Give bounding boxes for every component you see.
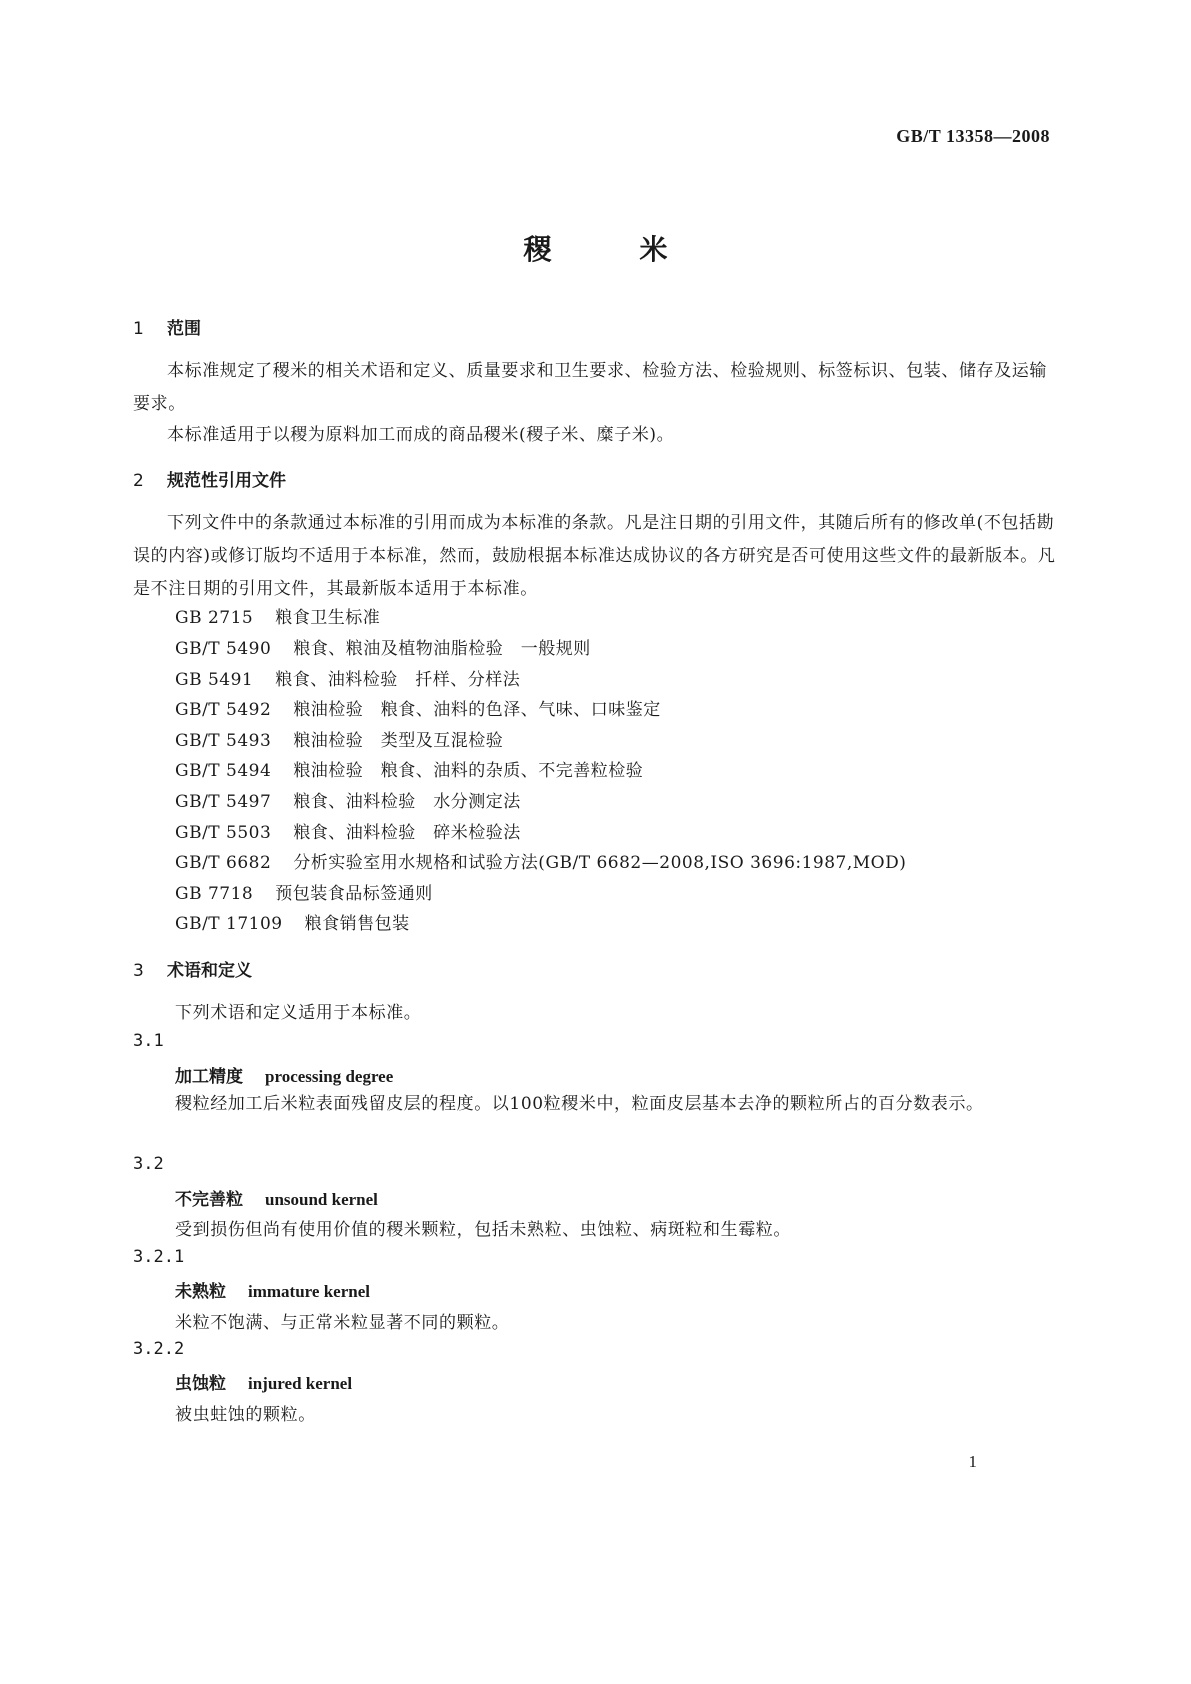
clause-number: 3.1 (133, 1031, 164, 1051)
section-1-heading (133, 314, 201, 339)
page-number: 1 (968, 1452, 977, 1471)
section-title: 规范性引用文件 (167, 471, 286, 491)
reference-code: GB/T 5494 (175, 761, 272, 781)
reference-title: 分析实验室用水规格和试验方法(GB/T 6682—2008,ISO 3696:1987,MOD) (293, 853, 907, 873)
term-definition: 米粒不饱满、与正常米粒显著不同的颗粒。 (175, 1313, 510, 1333)
reference-item (175, 665, 520, 690)
clause-number: 3.2.2 (133, 1339, 185, 1359)
reference-item (175, 848, 906, 873)
section-3-heading (133, 956, 252, 981)
reference-title: 粮油检验 类型及互混检验 (293, 731, 504, 751)
reference-code: GB/T 5490 (175, 639, 272, 659)
term-heading (175, 1277, 370, 1302)
section-2-intro: 下列文件中的条款通过本标准的引用而成为本标准的条款。凡是注日期的引用文件，其随后所有的修改单(不包括勘误的内容)或修订版均不适用于本标准，然而，鼓励根据本标准达成协议的各方研究是否可使用这些文件的最新版本。凡是不注日期的引用文件，其最新版本适用于本标准。 (133, 513, 1056, 599)
section-3-intro: 下列术语和定义适用于本标准。 (175, 1003, 422, 1023)
reference-code: GB 2715 (175, 608, 254, 628)
section-number: 2 (133, 471, 144, 491)
term-definition: 稷粒经加工后米粒表面残留皮层的程度。以100粒稷米中，粒面皮层基本去净的颗粒所占的百分数表示。 (175, 1094, 984, 1114)
term-heading (175, 1369, 352, 1394)
clause-number: 3.2 (133, 1154, 164, 1174)
section-2-heading (133, 466, 286, 491)
reference-item (175, 909, 410, 934)
term-zh: 加工精度 (175, 1067, 243, 1087)
reference-item (175, 818, 521, 843)
reference-item (175, 879, 433, 904)
section-title: 术语和定义 (167, 961, 252, 981)
reference-title: 粮食、粮油及植物油脂检验 一般规则 (293, 639, 591, 659)
section-1-paragraph: 本标准适用于以稷为原料加工而成的商品稷米(稷子米、糜子米)。 (167, 425, 675, 445)
reference-title: 粮食卫生标准 (275, 608, 381, 628)
reference-item (175, 603, 380, 628)
section-number: 3 (133, 961, 144, 981)
reference-code: GB/T 5503 (175, 823, 272, 843)
reference-item (175, 756, 643, 781)
clause-number: 3.2.1 (133, 1247, 185, 1267)
term-definition: 受到损伤但尚有使用价值的稷米颗粒，包括未熟粒、虫蚀粒、病斑粒和生霉粒。 (175, 1220, 791, 1240)
section-number: 1 (133, 319, 144, 339)
term-zh: 不完善粒 (175, 1190, 243, 1210)
section-1-paragraph: 本标准规定了稷米的相关术语和定义、质量要求和卫生要求、检验方法、检验规则、标签标识、包装、储存及运输要求。 (133, 361, 1047, 414)
term-en: immature kernel (248, 1282, 370, 1301)
reference-title: 粮食、油料检验 碎米检验法 (293, 823, 521, 843)
reference-title: 粮油检验 粮食、油料的杂质、不完善粒检验 (293, 761, 644, 781)
reference-item (175, 695, 661, 720)
standard-code: GB/T 13358—2008 (896, 126, 1050, 146)
reference-title: 粮油检验 粮食、油料的色泽、气味、口味鉴定 (293, 700, 661, 720)
reference-code: GB/T 17109 (175, 914, 283, 934)
reference-code: GB/T 6682 (175, 853, 272, 873)
term-zh: 未熟粒 (175, 1282, 226, 1302)
reference-item (175, 787, 521, 812)
term-heading (175, 1185, 378, 1210)
term-en: injured kernel (248, 1374, 353, 1393)
reference-title: 粮食、油料检验 水分测定法 (293, 792, 521, 812)
document-title: 稷米 (523, 233, 756, 266)
reference-code: GB 7718 (175, 884, 254, 904)
reference-title: 粮食、油料检验 扦样、分样法 (275, 670, 521, 690)
section-title: 范围 (167, 319, 201, 339)
term-en: unsound kernel (265, 1190, 378, 1209)
reference-code: GB/T 5493 (175, 731, 272, 751)
reference-code: GB/T 5492 (175, 700, 272, 720)
term-en: processing degree (265, 1067, 394, 1086)
reference-code: GB 5491 (175, 670, 254, 690)
reference-title: 预包装食品标签通则 (275, 884, 433, 904)
reference-item (175, 634, 591, 659)
term-zh: 虫蚀粒 (175, 1374, 226, 1394)
reference-title: 粮食销售包装 (304, 914, 410, 934)
reference-code: GB/T 5497 (175, 792, 272, 812)
reference-item (175, 726, 503, 751)
term-definition: 被虫蛀蚀的颗粒。 (175, 1405, 316, 1425)
term-heading (175, 1062, 393, 1087)
